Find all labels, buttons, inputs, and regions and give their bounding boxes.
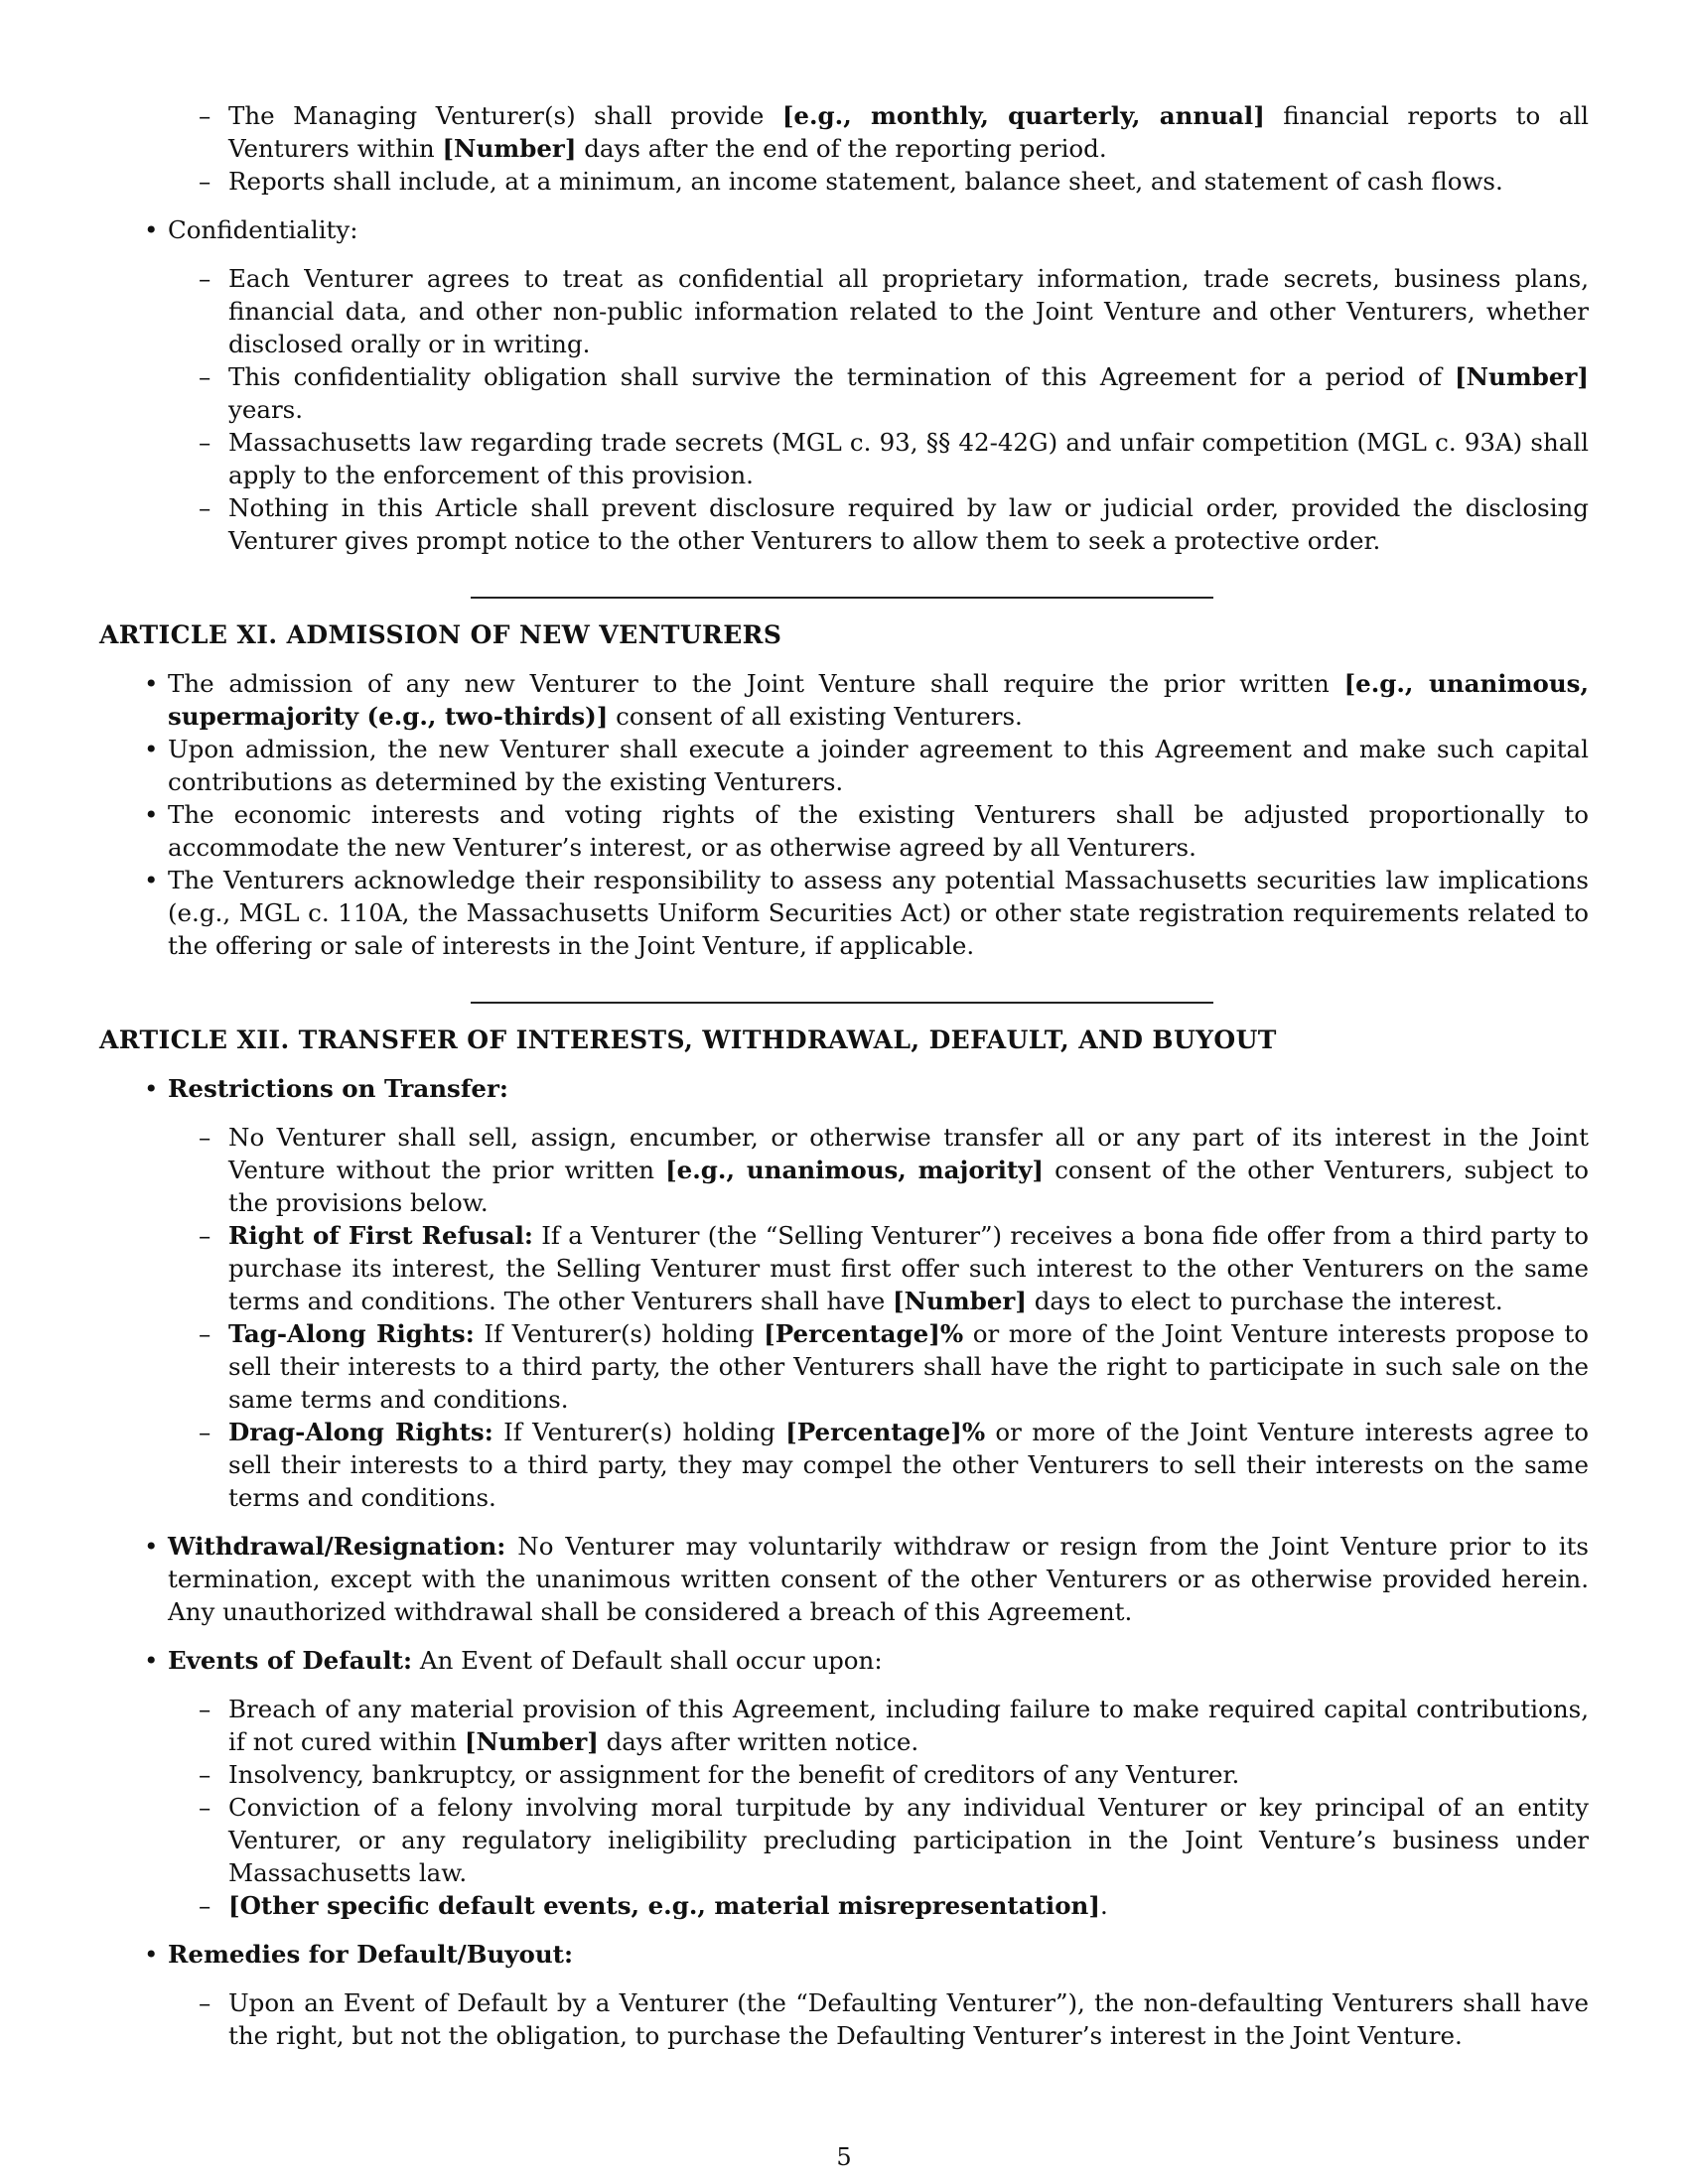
list-item: – Drag-Along Rights: If Venturer(s) holding [Percentage]% or more of the Joint Venture interests agree to sell their interests to a third party, they may compel the other Venturers to sell their interests on the same terms and conditions. <box>228 1416 1589 1514</box>
list-item: – Breach of any material provision of this Agreement, including failure to make required capital contributions, if not cured within [Number] days after written notice. <box>228 1693 1589 1758</box>
article-12-list <box>99 1072 1589 2052</box>
section-divider <box>471 597 1213 599</box>
list-item: – [Other specific default events, e.g., material misrepresentation]. <box>228 1889 1589 1922</box>
list-item: • Upon admission, the new Venturer shall execute a joinder agreement to this Agreement and make such capital contributions as determined by the existing Venturers. <box>168 733 1589 798</box>
confidentiality-sublist <box>168 262 1589 557</box>
restrictions-sublist <box>168 1121 1589 1514</box>
list-item: – No Venturer shall sell, assign, encumber, or otherwise transfer all or any part of its interest in the Joint Venture without the prior written [e.g., unanimous, majority] consent of the other Venturers, subject to the provisions below. <box>228 1121 1589 1219</box>
reports-sublist <box>99 99 1589 198</box>
article-11-list <box>99 667 1589 962</box>
remedies-sublist <box>168 1986 1589 2052</box>
restrictions-item: • Restrictions on Transfer: – No Venturer shall sell, assign, encumber, or otherwise transfer all or any part of its interest in the Joint Venture without the prior written [e.g., unanimous, majority] consent of the other Venturers, subject to the provisions below. – Right of First Refusal: If a Venturer (the “Selling Venturer”) receives a bona fide offer from a third party to purchase its interest, the Selling Venturer must first offer such interest to the other Venturers on the same terms and conditions. The other Venturers shall have [Number] days to elect to purchase the interest. – Tag-Along Rights: If Venturer(s) holding [Percentage]% or more of the Joint Venture interests propose to sell their interests to a third party, the other Venturers shall have the right to participate in such sale on the same terms and conditions. – Drag-Along Rights: If Venturer(s) holding [Percentage]% or more of the Joint Venture interests agree to sell their interests to a third party, they may compel the other Venturers to sell their interests on the same terms and conditions. <box>168 1072 1589 1514</box>
article-12-heading: ARTICLE XII. TRANSFER OF INTERESTS, WITHDRAWAL, DEFAULT, AND BUYOUT <box>99 1025 1277 1054</box>
list-item: – Upon an Event of Default by a Venturer (the “Defaulting Venturer”), the non-defaulting Venturers shall have the right, but not the obligation, to purchase the Defaulting Venturer’s interest in the Joint Venture. <box>228 1986 1589 2052</box>
section-divider <box>471 1002 1213 1004</box>
confidentiality-list <box>99 213 1589 557</box>
page-content <box>99 99 1589 2052</box>
remedies-item: • Remedies for Default/Buyout: – Upon an Event of Default by a Venturer (the “Defaulting Venturer”), the non-defaulting Venturers shall have the right, but not the obligation, to purchase the Defaulting Venturer’s interest in the Joint Venture. <box>168 1938 1589 2052</box>
default-sublist <box>168 1693 1589 1922</box>
list-item: – Massachusetts law regarding trade secrets (MGL c. 93, §§ 42-42G) and unfair competition (MGL c. 93A) shall apply to the enforcement of this provision. <box>228 426 1589 491</box>
withdrawal-item: • Withdrawal/Resignation: No Venturer may voluntarily withdraw or resign from the Joint Venture prior to its termination, except with the unanimous written consent of the other Venturers or as otherwise provided herein. Any unauthorized withdrawal shall be considered a breach of this Agreement. <box>168 1530 1589 1628</box>
list-item: – Each Venturer agrees to treat as confidential all proprietary information, trade secrets, business plans, financial data, and other non-public information related to the Joint Venture and other Venturers, whether disclosed orally or in writing. <box>228 262 1589 360</box>
list-item: – Right of First Refusal: If a Venturer (the “Selling Venturer”) receives a bona fide offer from a third party to purchase its interest, the Selling Venturer must first offer such interest to the other Venturers on the same terms and conditions. The other Venturers shall have [Number] days to elect to purchase the interest. <box>228 1219 1589 1317</box>
article-11-heading: ARTICLE XI. ADMISSION OF NEW VENTURERS <box>99 620 782 649</box>
page-number: 5 <box>836 2143 852 2171</box>
confidentiality-item: • Confidentiality: – Each Venturer agrees to treat as confidential all proprietary information, trade secrets, business plans, financial data, and other non-public information related to the Joint Venture and other Venturers, whether disclosed orally or in writing. – This confidentiality obligation shall survive the termination of this Agreement for a period of [Number] years. – Massachusetts law regarding trade secrets (MGL c. 93, §§ 42-42G) and unfair competition (MGL c. 93A) shall apply to the enforcement of this provision. – Nothing in this Article shall prevent disclosure required by law or judicial order, provided the disclosing Venturer gives prompt notice to the other Venturers to allow them to seek a protective order. <box>168 213 1589 557</box>
list-item: – Tag-Along Rights: If Venturer(s) holding [Percentage]% or more of the Joint Venture interests propose to sell their interests to a third party, the other Venturers shall have the right to participate in such sale on the same terms and conditions. <box>228 1317 1589 1416</box>
list-item: – The Managing Venturer(s) shall provide [e.g., monthly, quarterly, annual] financial reports to all Venturers within [Number] days after the end of the reporting period. <box>228 99 1589 165</box>
list-item: • The admission of any new Venturer to the Joint Venture shall require the prior written [e.g., unanimous, supermajority (e.g., two-thirds)] consent of all existing Venturers. <box>168 667 1589 733</box>
list-item: – Conviction of a felony involving moral turpitude by any individual Venturer or key principal of an entity Venturer, or any regulatory ineligibility precluding participation in the Joint Venture’s business under Massachusetts law. <box>228 1791 1589 1889</box>
list-item: – Insolvency, bankruptcy, or assignment for the benefit of creditors of any Venturer. <box>228 1758 1589 1791</box>
list-item: – This confidentiality obligation shall survive the termination of this Agreement for a period of [Number] years. <box>228 360 1589 426</box>
default-item: • Events of Default: An Event of Default shall occur upon: – Breach of any material provision of this Agreement, including failure to make required capital contributions, if not cured within [Number] days after written notice. – Insolvency, bankruptcy, or assignment for the benefit of creditors of any Venturer. – Conviction of a felony involving moral turpitude by any individual Venturer or key principal of an entity Venturer, or any regulatory ineligibility precluding participation in the Joint Venture’s business under Massachusetts law. – [Other specific default events, e.g., material misrepresentation]. <box>168 1644 1589 1922</box>
list-item: – Reports shall include, at a minimum, an income statement, balance sheet, and statement of cash flows. <box>228 165 1589 198</box>
list-item: • The economic interests and voting rights of the existing Venturers shall be adjusted proportionally to accommodate the new Venturer’s interest, or as otherwise agreed by all Venturers. <box>168 798 1589 864</box>
list-item: – Nothing in this Article shall prevent disclosure required by law or judicial order, provided the disclosing Venturer gives prompt notice to the other Venturers to allow them to seek a protective order. <box>228 491 1589 557</box>
list-item: • The Venturers acknowledge their responsibility to assess any potential Massachusetts securities law implications (e.g., MGL c. 110A, the Massachusetts Uniform Securities Act) or other state registration requirements related to the offering or sale of interests in the Joint Venture, if applicable. <box>168 864 1589 962</box>
